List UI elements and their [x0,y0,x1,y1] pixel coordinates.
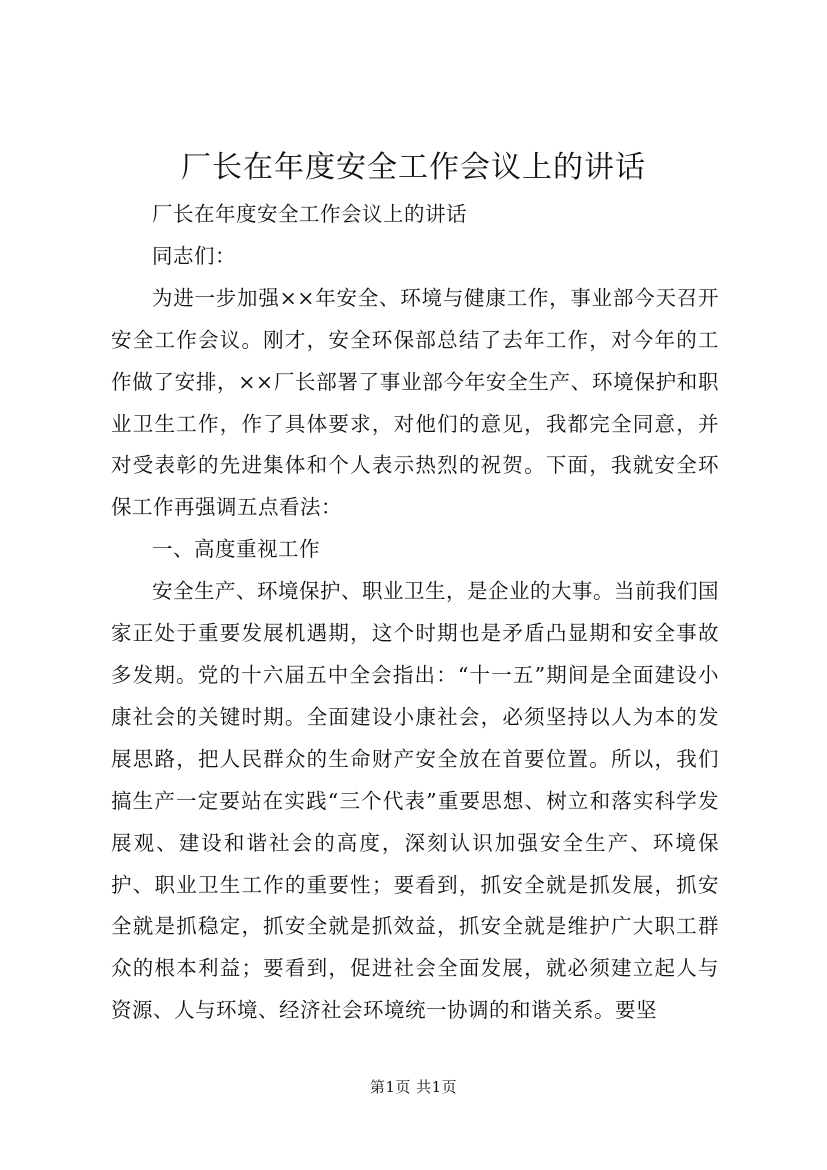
paragraph-section-1: 安全生产、环境保护、职业卫生，是企业的大事。当前我们国家正处于重要发展机遇期，这个时期也是矛盾凸显期和安全事故多发期。党的十六届五中全会指出：“十一五”期间是全面建设小康社会的关键时期。全面建设小康社会，必须坚持以人为本的发展思路，把人民群众的生命财产安全放在首要位置。所以，我们搞生产一定要站在实践“三个代表”重要思想、树立和落实科学发展观、建设和谐社会的高度，深刻认识加强安全生产、环境保护、职业卫生工作的重要性；要看到，抓安全就是抓发展，抓安全就是抓稳定，抓安全就是抓效益，抓安全就是维护广大职工群众的根本利益；要看到，促进社会全面发展，就必须建立起人与资源、人与环境、经济社会环境统一协调的和谐关系。要坚 [111,579,719,1023]
section-heading-1: 一、高度重视工作 [152,537,320,562]
document-body [111,194,719,1032]
page-number-footer: 第1页 共1页 [369,1078,458,1096]
paragraph-subtitle: 厂长在年度安全工作会议上的讲话 [152,202,467,226]
document-title: 厂长在年度安全工作会议上的讲话 [181,150,646,185]
paragraph-intro: 为进一步加强××年安全、环境与健康工作，事业部今天召开安全工作会议。刚才，安全环保部总结了去年工作，对今年的工作做了安排，××厂长部署了事业部今年安全生产、环境保护和职业卫生工作，作了具体要求，对他们的意见，我都完全同意，并对受表彰的先进集体和个人表示热烈的祝贺。下面，我就安全环保工作再强调五点看法： [111,285,719,520]
paragraph-salutation: 同志们： [152,243,236,268]
